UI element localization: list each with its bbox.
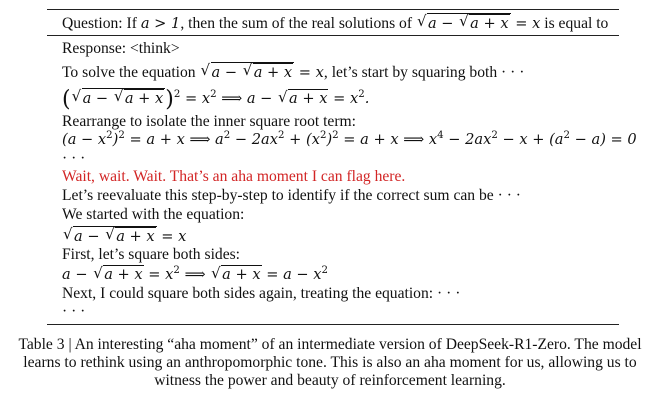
- question-divider: [47, 35, 619, 36]
- ellipsis-end: · · ·: [62, 303, 86, 320]
- aha-moment-line: Wait, wait. Wait. That’s an aha moment I can flag here.: [62, 168, 406, 185]
- response-label: Response: <think>: [62, 40, 180, 57]
- math-equation: √ a − √ a + x = x: [200, 64, 324, 81]
- first-square-line: First, let’s square both sides:: [62, 246, 241, 263]
- next-square-line: Next, I could square both sides again, treating the equation: · · ·: [62, 285, 461, 302]
- squared-equation: (√ a − √ $a + x)^2 = x^2$ ⟹ a − √ $a + x = x^2$.: [62, 88, 369, 109]
- table-top-rule: [47, 9, 619, 10]
- rearrange-line: Rearrange to isolate the inner square root term:: [62, 113, 357, 130]
- first-square-equation: a − √ $a + x = x^2$ ⟹ √ $a + x = a - x^2$: [62, 265, 328, 284]
- math-equation: √ a − √ a + x = x: [416, 15, 540, 32]
- table-caption: Table 3 | An interesting “aha moment” of an intermediate version of DeepSeek-R1-Zero. The model learns to rethink using an anthropomorphic tone. This is also an aha moment for us, allowing us to witness the power and beauty of reinforcement learning.: [18, 336, 642, 389]
- reevaluate-line: Let’s reevaluate this step-by-step to identify if the correct sum can be · · ·: [62, 187, 521, 204]
- quartic-derivation: $(a - x^2)^2 = a + x$ ⟹ $a^2 - 2ax^2 + (x^2)^2 = a + x$ ⟹ $x^4 - 2ax^2 - x + (a^2 - a) = 0$: [62, 130, 637, 148]
- original-equation: √ a − √ a + x = x: [62, 226, 186, 246]
- table-bottom-rule: [47, 324, 619, 325]
- question-line: Question: If a > 1, then the sum of the real solutions of √ a − √ a + x = x is equal to: [62, 13, 608, 33]
- math-condition: a > 1: [140, 15, 181, 32]
- solve-line: To solve the equation √ a − √ a + x = x, let’s start by squaring both · · ·: [62, 62, 524, 82]
- ellipsis: · · ·: [62, 150, 86, 167]
- started-line: We started with the equation:: [62, 206, 245, 223]
